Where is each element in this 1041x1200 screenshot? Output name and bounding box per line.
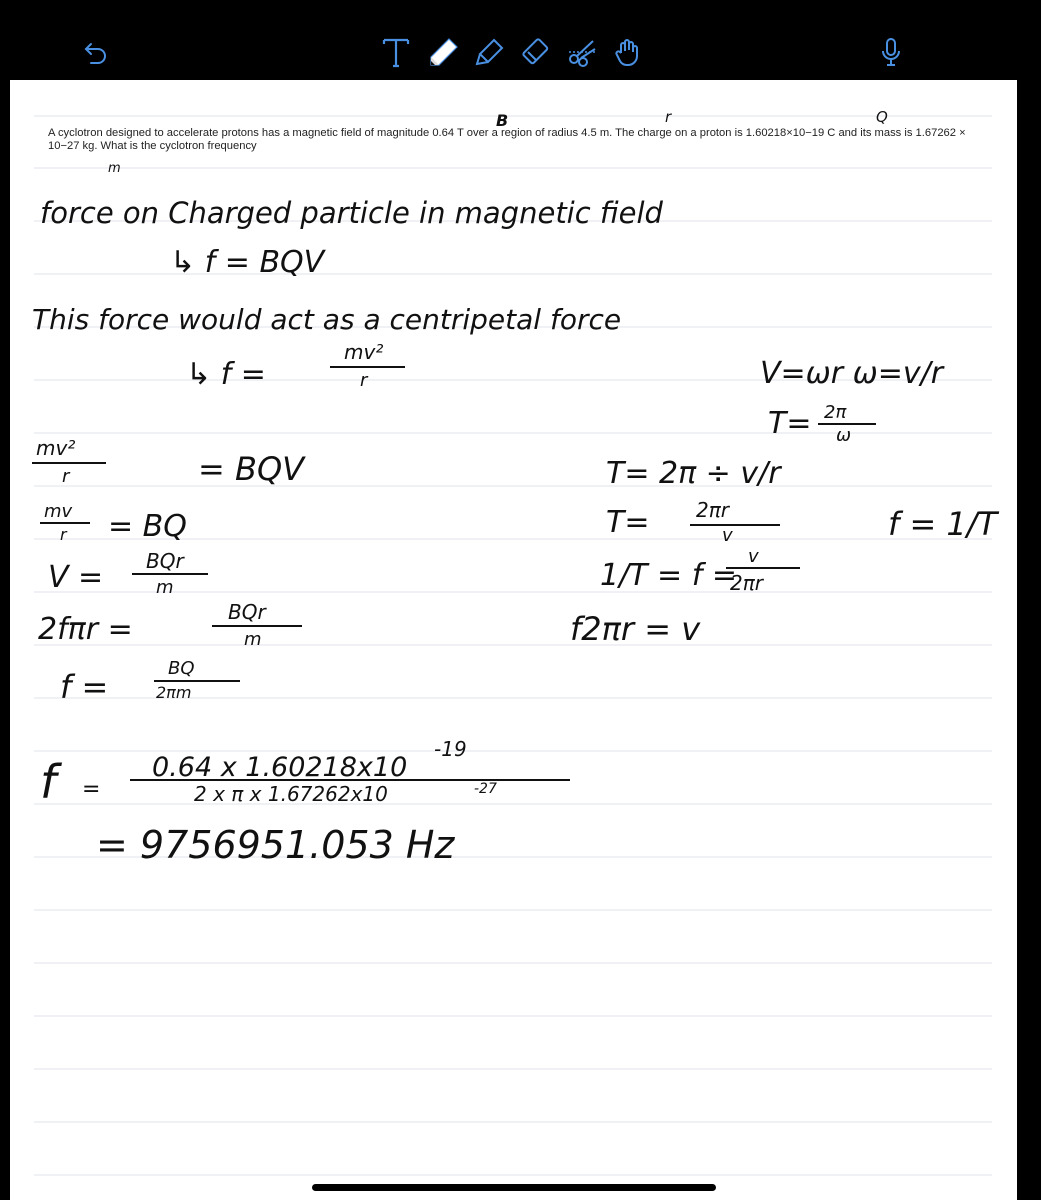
note-v-omega: V=ωr ω=v/r bbox=[760, 356, 944, 391]
calc-denominator: 2 x π x 1.67262x10 bbox=[194, 782, 388, 806]
note-f-numerator: mv² bbox=[344, 340, 384, 364]
scissors-tool-button[interactable] bbox=[560, 30, 604, 74]
hand-tool-button[interactable] bbox=[606, 30, 650, 74]
home-indicator[interactable] bbox=[312, 1184, 716, 1191]
microphone-button[interactable] bbox=[869, 30, 913, 74]
scissors-tool-icon bbox=[565, 35, 599, 69]
pen-tool-button[interactable] bbox=[422, 30, 466, 74]
eraser-tool-icon bbox=[519, 35, 553, 69]
note-d2-den: r bbox=[60, 525, 67, 544]
note-d3-den: m bbox=[156, 577, 174, 598]
highlighter-tool-button[interactable] bbox=[468, 30, 512, 74]
note-t1-den: ω bbox=[836, 425, 852, 446]
note-t1-lhs: T= bbox=[768, 406, 812, 441]
question-text: A cyclotron designed to accelerate protons has a magnetic field of magnitude 0.64 T over a region of radius 4.5 m. The charge on a proton is 1.60218×10−19 C and its mass is 1.67262 × 10−27 kg. What is the cyclotron frequency bbox=[48, 127, 966, 152]
note-t3-den: v bbox=[722, 525, 733, 546]
calc-result: = 9756951.053 Hz bbox=[96, 823, 455, 867]
note-t1-num: 2π bbox=[824, 402, 847, 423]
note-d1-num: mv² bbox=[36, 436, 76, 460]
note-d2-num: mv bbox=[44, 501, 73, 522]
note-line-force: force on Charged particle in magnetic field bbox=[40, 196, 663, 230]
note-f-denominator: r bbox=[360, 370, 368, 391]
note-d4-num: BQr bbox=[228, 600, 266, 624]
calc-numerator: 0.64 x 1.60218x10 bbox=[152, 752, 408, 783]
note-line-bqv: ↳ f = BQV bbox=[170, 245, 325, 280]
undo-button[interactable] bbox=[74, 30, 118, 74]
note-f-equals: ↳ f = bbox=[186, 357, 266, 392]
note-d5-den: 2πm bbox=[156, 683, 192, 702]
highlighter-tool-icon bbox=[473, 35, 507, 69]
note-page[interactable] bbox=[10, 80, 1017, 1200]
note-d4-den: m bbox=[244, 629, 262, 650]
pen-tool-icon bbox=[427, 35, 461, 69]
annotation-q: Q bbox=[876, 108, 888, 126]
calc-equals: = bbox=[82, 777, 101, 802]
note-t4-den: 2πr bbox=[730, 571, 763, 595]
calc-numerator-exp: -19 bbox=[434, 737, 467, 761]
note-t2: T= 2π ÷ v/r bbox=[606, 456, 781, 491]
handwritten-notes bbox=[10, 80, 1017, 1200]
eraser-tool-button[interactable] bbox=[514, 30, 558, 74]
note-line-centripetal: This force would act as a centripetal force bbox=[32, 303, 622, 336]
note-t3-lhs: T= bbox=[606, 505, 650, 540]
note-t5: f2πr = v bbox=[570, 610, 701, 648]
note-t4-lhs: 1/T = f = bbox=[600, 558, 737, 593]
calc-denominator-exp: -27 bbox=[474, 781, 497, 797]
note-d3-num: BQr bbox=[146, 549, 184, 573]
undo-icon bbox=[79, 35, 113, 69]
calc-f: f bbox=[40, 755, 57, 809]
note-d2-rhs: = BQ bbox=[108, 509, 187, 544]
text-tool-icon bbox=[379, 35, 413, 69]
note-t3-num: 2πr bbox=[696, 498, 729, 522]
microphone-icon bbox=[874, 35, 908, 69]
note-d3-lhs: V = bbox=[48, 560, 104, 595]
note-d5-lhs: f = bbox=[60, 668, 109, 706]
hand-tool-icon bbox=[611, 35, 645, 69]
note-d5-num: BQ bbox=[168, 658, 195, 679]
note-f-period: f = 1/T bbox=[888, 505, 998, 543]
note-d1-den: r bbox=[62, 466, 70, 487]
note-d4-lhs: 2fπr = bbox=[38, 612, 133, 647]
annotation-r: r bbox=[665, 108, 672, 126]
text-tool-button[interactable] bbox=[374, 30, 418, 74]
note-t4-num: v bbox=[748, 546, 759, 567]
note-d1-rhs: = BQV bbox=[198, 450, 305, 488]
annotation-b: B bbox=[496, 111, 509, 130]
toolbar bbox=[0, 0, 1041, 82]
annotation-m: m bbox=[108, 161, 121, 176]
